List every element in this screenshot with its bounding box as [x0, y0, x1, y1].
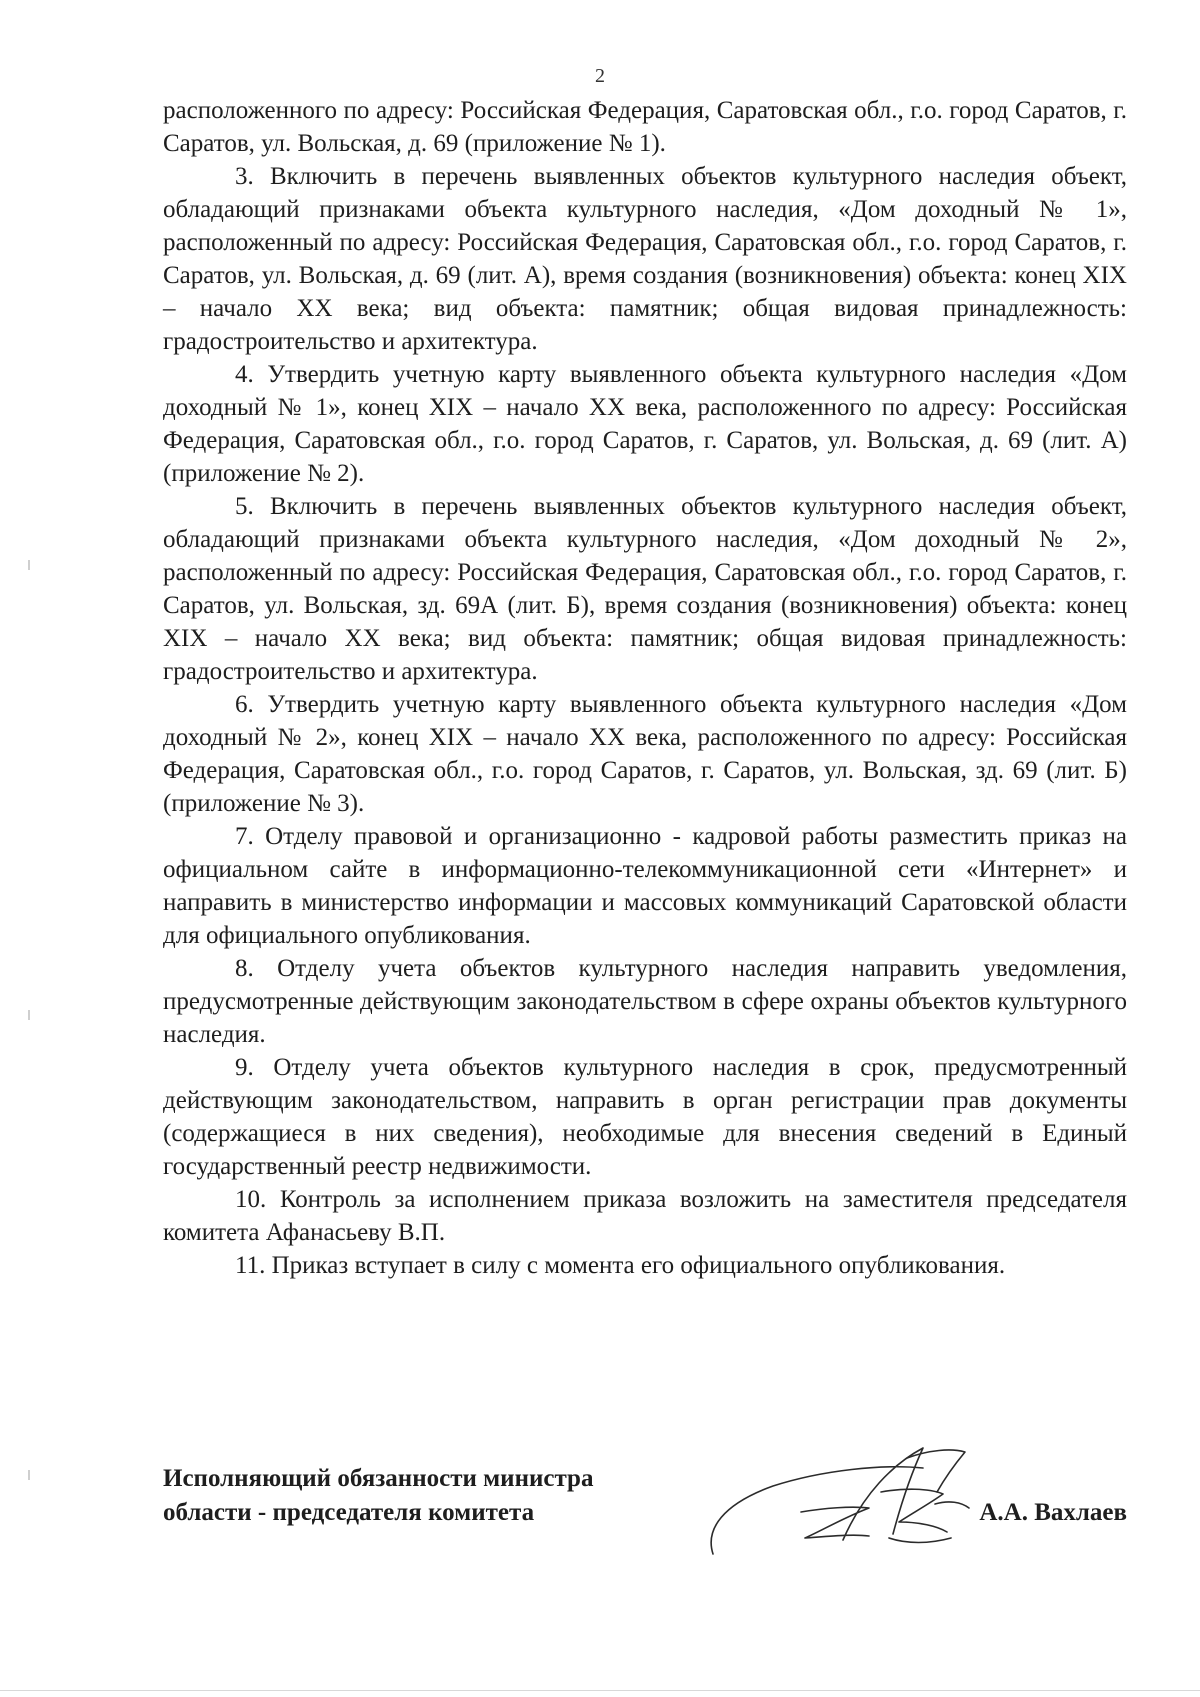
paragraph-item-11: 11. Приказ вступает в силу с момента его официального опубликования.: [235, 1252, 1006, 1279]
signatory-title-line-2: области - председателя комитета: [163, 1499, 535, 1526]
scan-edge-mark: [28, 560, 30, 570]
paragraph-continuation: расположенного по адресу: Российская Федерация, Саратовская обл., г.о. город Саратов, г. Саратов, ул. Вольская, д. 69 (приложение № 1).: [163, 97, 1127, 157]
paragraph-item-6: 6. Утвердить учетную карту выявленного объекта культурного наследия «Дом доходный № 2», конец XIX – начало XX века, расположенного по адресу: Российская Федерация, Саратовская обл., г.о. город Саратов, г. Саратов, ул. Вольская, зд. 69 (лит. Б)(приложение № 3).: [163, 691, 1127, 817]
signatory-title-line-1: Исполняющий обязанности министра: [163, 1465, 594, 1492]
paragraph-item-3: 3. Включить в перечень выявленных объектов культурного наследия объект, обладающий признаками объекта культурного наследия, «Дом доходный № 1», расположенный по адресу: Российская Федерация, Саратовская обл., г.о. город Саратов, г. Саратов, ул. Вольская, д. 69 (лит. А), время создания (возникновения) объекта: конец XIX – начало XX века; вид объекта: памятник; общая видовая принадлежность: градостроительство и архитектура.: [163, 163, 1127, 355]
scan-edge-mark: [28, 1010, 30, 1020]
paragraph-item-10: 10. Контроль за исполнением приказа возложить на заместителя председателя комитета Афанасьеву В.П.: [163, 1186, 1127, 1246]
signatory-name: А.А. Вахлаев: [979, 1499, 1127, 1526]
signatory-title: [163, 1462, 593, 1530]
paragraph-item-5: 5. Включить в перечень выявленных объектов культурного наследия объект, обладающий признаками объекта культурного наследия, «Дом доходный № 2», расположенный по адресу: Российская Федерация, Саратовская обл., г.о. город Саратов, г. Саратов, ул. Вольская, зд. 69А (лит. Б), время создания (возникновения) объекта: конец XIX – начало XX века; вид объекта: памятник; общая видовая принадлежность: градостроительство и архитектура.: [163, 493, 1127, 685]
paragraph-item-7: 7. Отделу правовой и организационно - кадровой работы разместить приказ на официальном сайте в информационно-телекоммуникационной сети «Интернет» и направить в министерство информации и массовых коммуникаций Саратовской области для официального опубликования.: [163, 823, 1127, 949]
paragraph-item-9: 9. Отделу учета объектов культурного наследия в срок, предусмотренный действующим законодательством, направить в орган регистрации прав документы (содержащиеся в них сведения), необходимые для внесения сведений в Единый государственный реестр недвижимости.: [163, 1054, 1127, 1180]
paragraph-item-8: 8. Отделу учета объектов культурного наследия направить уведомления, предусмотренные действующим законодательством в сфере охраны объектов культурного наследия.: [163, 955, 1127, 1048]
signature-block: [163, 1450, 1127, 1560]
scan-bottom-edge: [0, 1690, 1200, 1691]
scan-edge-mark: [28, 1470, 30, 1480]
paragraph-item-4: 4. Утвердить учетную карту выявленного объекта культурного наследия «Дом доходный № 1», конец XIX – начало XX века, расположенного по адресу: Российская Федерация, Саратовская обл., г.о. город Саратов, г. Саратов, ул. Вольская, д. 69 (лит. А) (приложение № 2).: [163, 361, 1127, 487]
document-body: [163, 94, 1127, 1282]
page-number: 2: [595, 65, 605, 87]
